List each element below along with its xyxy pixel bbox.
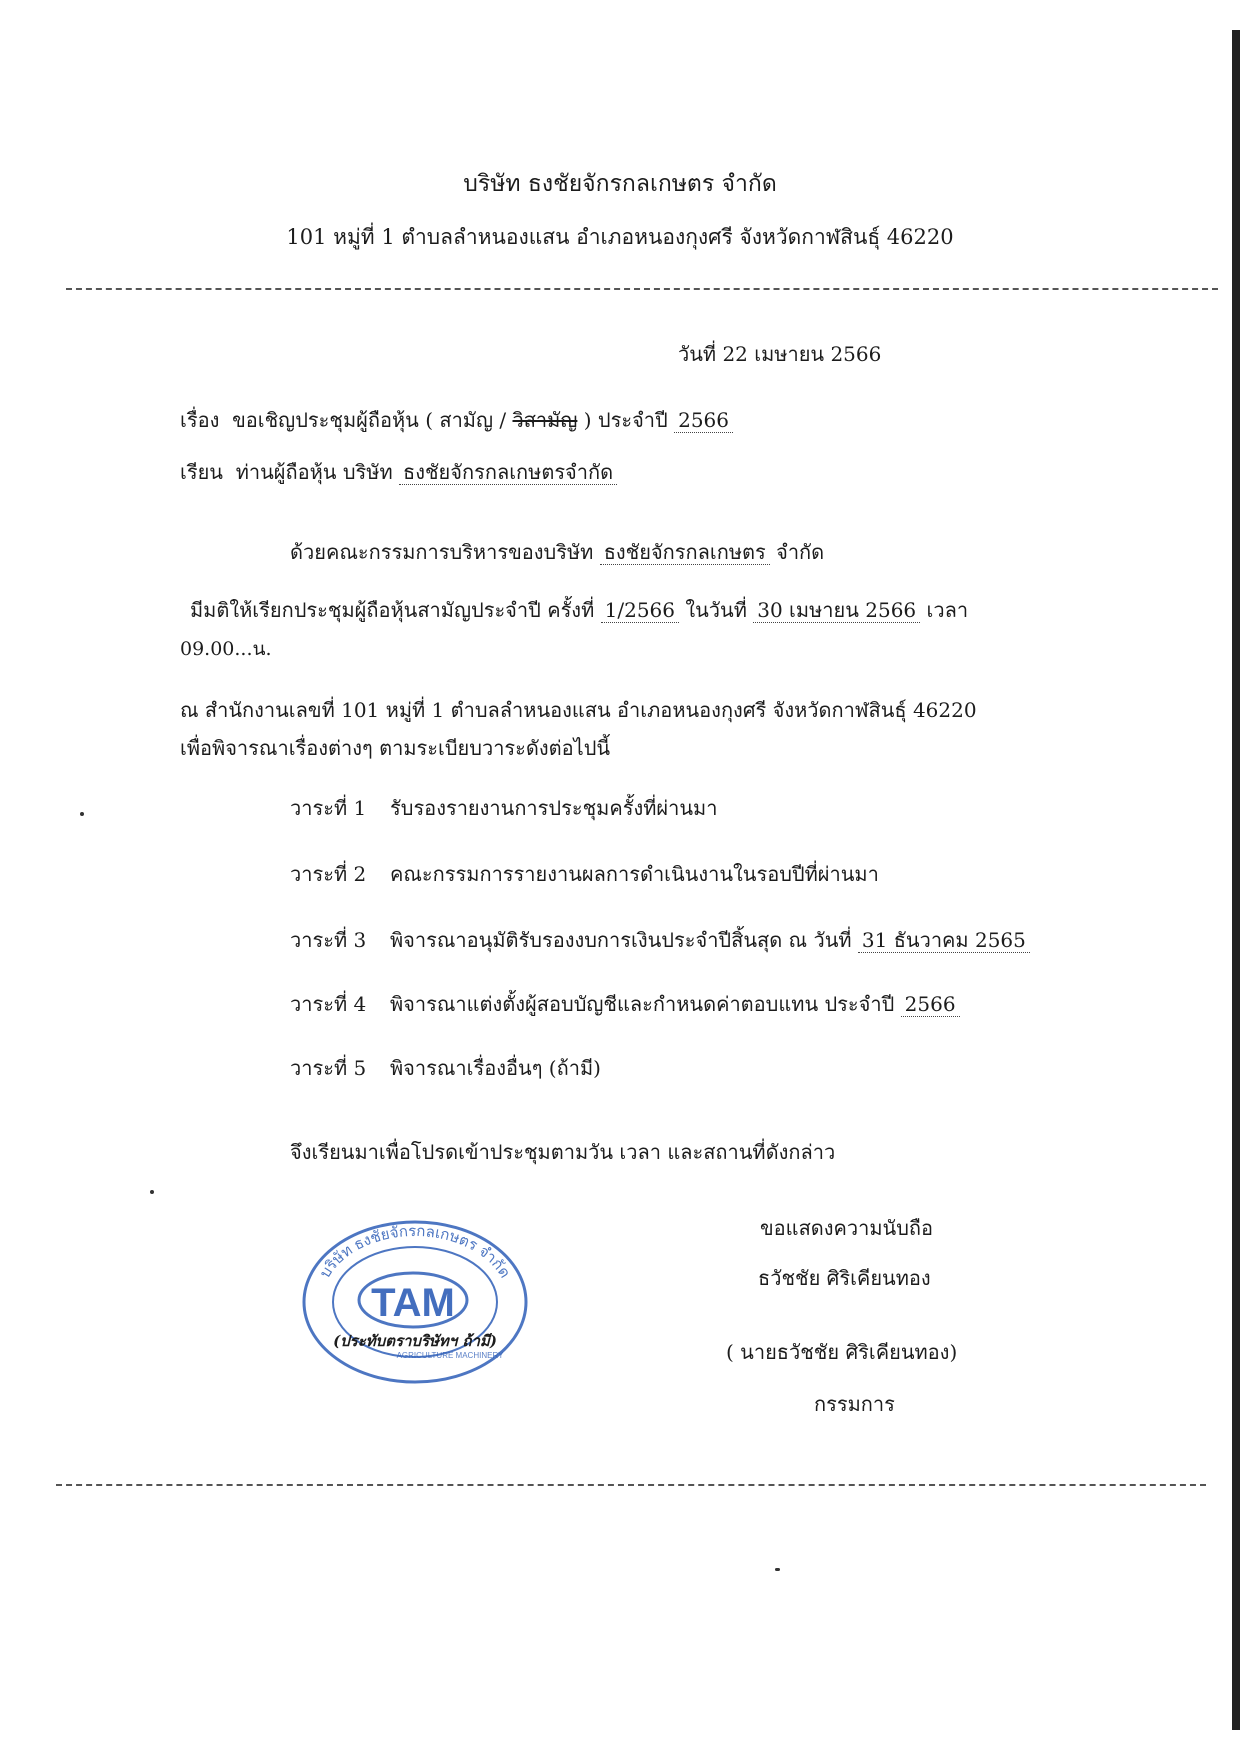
resolution-date-label: ในวันที่ (685, 598, 747, 622)
purpose-line: เพื่อพิจารณาเรื่องต่างๆ ตามระเบียบวาระดังต่อไปนี้ (180, 736, 611, 760)
company-stamp (300, 1218, 530, 1386)
agenda-year: 2566 (901, 992, 960, 1017)
agenda-text: พิจารณาแต่งตั้งผู้สอบบัญชีและกำหนดค่าตอบแทน ประจำปี (390, 992, 895, 1016)
agenda-item (290, 928, 1030, 953)
agenda-text: รับรองรายงานการประชุมครั้งที่ผ่านมา (390, 796, 718, 820)
intro-text: ด้วยคณะกรรมการบริหารของบริษัท (290, 540, 594, 564)
agenda-number: วาระที่ 1 (290, 796, 367, 820)
intro-text-after: จำกัด (776, 540, 825, 564)
agenda-number: วาระที่ 5 (290, 1056, 367, 1080)
resolution-text: มีมติให้เรียกประชุมผู้ถือหุ้นสามัญประจำปี ครั้งที่ (190, 598, 595, 622)
scan-edge (1232, 30, 1240, 1730)
date-value: 22 เมษายน 2566 (722, 342, 882, 366)
agenda-text: พิจารณาเรื่องอื่นๆ (ถ้ามี) (390, 1056, 601, 1080)
addressee-company: ธงชัยจักรกลเกษตรจำกัด (399, 460, 617, 485)
subject-line (180, 408, 733, 433)
signer-position: กรรมการ (814, 1392, 895, 1416)
regards: ขอแสดงความนับถือ (760, 1216, 934, 1240)
company-address: 101 หมู่ที่ 1 ตำบลลำหนองแสน อำเภอหนองกุงศรี จังหวัดกาฬสินธุ์ 46220 (286, 225, 954, 249)
agenda-number: วาระที่ 4 (290, 992, 367, 1016)
agenda-item (290, 1056, 601, 1081)
agenda-number: วาระที่ 3 (290, 928, 367, 952)
addressee-text: ท่านผู้ถือหุ้น บริษัท (235, 460, 393, 484)
intro-company: ธงชัยจักรกลเกษตร (600, 540, 770, 565)
meeting-number: 1/2566 (601, 598, 679, 623)
agenda-item (290, 862, 879, 887)
company-name: บริษัท ธงชัยจักรกลเกษตร จำกัด (463, 171, 777, 197)
meeting-date: 30 เมษายน 2566 (753, 598, 920, 623)
date-prefix: วันที่ (678, 342, 717, 366)
scan-speck (150, 1190, 154, 1194)
agenda-text: พิจารณาอนุมัติรับรองงบการเงินประจำปีสิ้นสุด ณ วันที่ (390, 928, 852, 952)
scan-speck (80, 812, 84, 816)
signed-name: ธวัชชัย ศิริเคียนทอง (758, 1266, 931, 1290)
subject-year: 2566 (674, 408, 733, 433)
subject-struck-option: วิสามัญ (512, 408, 578, 432)
agenda-date: 31 ธันวาคม 2565 (858, 928, 1030, 953)
addressee-label: เรียน (180, 460, 223, 484)
agenda-number: วาระที่ 2 (290, 862, 367, 886)
subject-text-after: ) ประจำปี (583, 408, 668, 432)
subject-text: ขอเชิญประชุมผู้ถือหุ้น ( สามัญ / (232, 408, 507, 432)
closing-line: จึงเรียนมาเพื่อโปรดเข้าประชุมตามวัน เวลา และสถานที่ดังกล่าว (290, 1140, 836, 1164)
scan-speck (775, 1568, 780, 1571)
intro-line (290, 540, 824, 565)
addressee-line (180, 460, 617, 485)
letter-date (678, 342, 881, 367)
top-divider (66, 288, 1218, 290)
agenda-item (290, 796, 717, 821)
stamp-ring-text: บริษัท ธงชัยจักรกลเกษตร จำกัด (316, 1222, 514, 1282)
agenda-text: คณะกรรมการรายงานผลการดำเนินงานในรอบปีที่ผ่านมา (390, 862, 879, 886)
stamp-logo: TAM (371, 1281, 455, 1325)
meeting-time: 09.00...น. (180, 638, 272, 660)
venue-line: ณ สำนักงานเลขที่ 101 หมู่ที่ 1 ตำบลลำหนองแสน อำเภอหนองกุงศรี จังหวัดกาฬสินธุ์ 46220 (180, 698, 977, 722)
resolution-time-label: เวลา (926, 598, 969, 622)
stamp-caption: (ประทับตราบริษัทฯ ถ้ามี) (333, 1332, 497, 1350)
subject-label: เรื่อง (180, 408, 220, 432)
agenda-item (290, 992, 960, 1017)
stamp-sub-text: AGRICULTURE MACHINERY (396, 1351, 504, 1360)
bottom-divider (56, 1484, 1206, 1486)
printed-name: ( นายธวัชชัย ศิริเคียนทอง) (726, 1340, 958, 1364)
resolution-line (190, 598, 968, 623)
